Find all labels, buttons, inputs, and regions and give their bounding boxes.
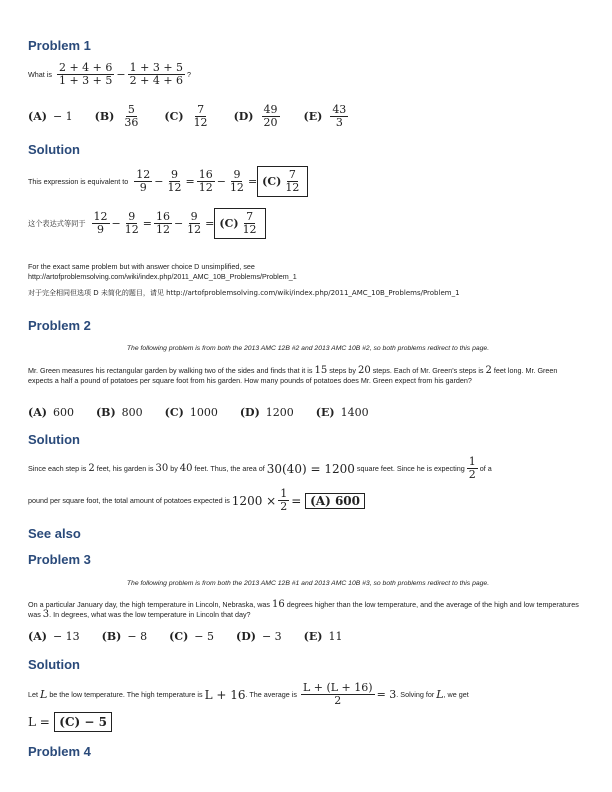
- problem-3-solution-line-2: L = (C) − 5: [28, 712, 112, 732]
- problem-2-question: Mr. Green measures his rectangular garden by walking two of the sides and finds that it is 15 steps by 20 steps. Each of Mr. Green's steps is 2 feet long. Mr. Green expects a half a pound of potatoes per square foot from his garden. How many pounds of potatoes does Mr. Green expect from his garden?: [28, 365, 558, 385]
- problem-2-heading: Problem 2: [28, 318, 91, 333]
- see-also-heading: See also: [28, 526, 81, 541]
- choice-a: (A) − 1: [28, 110, 73, 124]
- note-en: For the exact same problem but with answer choice D unsimplified, see http://artofproblemsolving.com/wiki/index.php/2011_AMC_10B_Problems/Problem_1: [28, 262, 297, 281]
- choice-d: (D) − 3: [236, 630, 282, 643]
- choice-e: (E) 1400: [315, 406, 369, 419]
- choice-a: (A) − 13: [28, 630, 80, 643]
- problem-1-heading: Problem 1: [28, 38, 91, 53]
- problem-4-heading: Problem 4: [28, 744, 91, 759]
- problem-2-solution-line-1: Since each step is 2 feet, his garden is 30 by 40 feet. Thus, the area of 30(40) = 1200 square feet. Since he is expecting $\frac{1}{2}$ of a: [28, 455, 492, 482]
- problem-2-solution-heading: Solution: [28, 432, 80, 447]
- choice-d: (D) 1200: [239, 406, 294, 419]
- answer-box: (C) $\frac{7}{12}$: [214, 208, 265, 239]
- choice-b: (B) 800: [95, 406, 143, 419]
- choice-e: (E) $\frac{43}{3}$: [303, 103, 347, 130]
- answer-box: (C) $\frac{7}{12}$: [257, 166, 308, 197]
- problem-2-intro: The following problem is from both the 2013 AMC 12B #2 and 2013 AMC 10B #2, so both problems redirect to this page.: [126, 345, 490, 352]
- choice-a: (A) 600: [28, 406, 74, 419]
- problem-3-question: On a particular January day, the high temperature in Lincoln, Nebraska, was 16 degrees higher than the low temperature, and the average of the high and low temperatures was 3. In degrees, what was the low temperature in Lincoln that day?: [28, 599, 579, 620]
- choice-e: (E) 11: [303, 630, 343, 643]
- solution-line-en: This expression is equivalent to $\frac{12}{9}$ − $\frac{9}{12}$ = $\frac{16}{12}$ − $\frac{9}{12}$ = (C) $\frac{7}{12}$: [28, 166, 308, 197]
- question-expression: $\frac{2 + 4 + 6}{1 + 3 + 5}$ − $\frac{1 + 3 + 5}{2 + 4 + 6}$: [58, 61, 184, 88]
- problem-3-intro: The following problem is from both the 2013 AMC 12B #1 and 2013 AMC 10B #3, so both problems redirect to this page.: [126, 580, 490, 587]
- solution-expression-zh: $\frac{12}{9}$ − $\frac{9}{12}$ = $\frac{16}{12}$ − $\frac{9}{12}$ = (C) $\frac{7}{12}$: [90, 208, 266, 239]
- problem-3-choices: [28, 630, 364, 643]
- choice-b: (B) − 8: [101, 630, 148, 643]
- choice-c: (C) $\frac{7}{12}$: [164, 103, 208, 130]
- question-prefix: What is: [28, 69, 52, 79]
- choice-b: (B) $\frac{5}{36}$: [94, 103, 139, 130]
- answer-box: (C) − 5: [54, 712, 112, 732]
- solution-expression: $\frac{12}{9}$ − $\frac{9}{12}$ = $\frac{16}{12}$ − $\frac{9}{12}$ = (C) $\frac{7}{12}$: [132, 166, 308, 197]
- solution-line-zh: 这个表达式等同于 $\frac{12}{9}$ − $\frac{9}{12}$ = $\frac{16}{12}$ − $\frac{9}{12}$ = (C) $\frac{7}{12}$: [28, 208, 266, 239]
- choice-d: (D) $\frac{49}{20}$: [233, 103, 278, 130]
- problem-1-question: What is $\frac{2 + 4 + 6}{1 + 3 + 5}$ − $\frac{1 + 3 + 5}{2 + 4 + 6}$ ?: [28, 61, 192, 88]
- choice-c: (C) 1000: [164, 406, 218, 419]
- fraction: $\frac{1 + 3 + 5}{2 + 4 + 6}$: [129, 61, 184, 88]
- fraction: $\frac{2 + 4 + 6}{1 + 3 + 5}$: [58, 61, 113, 88]
- choice-c: (C) − 5: [169, 630, 214, 643]
- problem-3-solution-heading: Solution: [28, 657, 80, 672]
- problem-3-heading: Problem 3: [28, 552, 91, 567]
- problem-1-solution-heading: Solution: [28, 142, 80, 157]
- problem-3-solution-line-1: Let L be the low temperature. The high temperature is L + 16 . The average is $\frac{L + (L + 16)}{2}$ = 3 . Solving for L , we get: [28, 681, 469, 708]
- problem-2-choices: [28, 406, 391, 419]
- problem-1-choices: [28, 104, 372, 129]
- answer-box: (A) 600: [305, 493, 365, 509]
- note-zh: 对于完全相同但选项 D 未简化的题目，请见 http://artofproblemsolving.com/wiki/index.php/2011_AMC_10B_Problems/Problem_1: [28, 289, 460, 297]
- problem-2-solution-line-2: pound per square foot, the total amount of potatoes expected is 1200 × $\frac{1}{2}$ = (A) 600: [28, 488, 365, 513]
